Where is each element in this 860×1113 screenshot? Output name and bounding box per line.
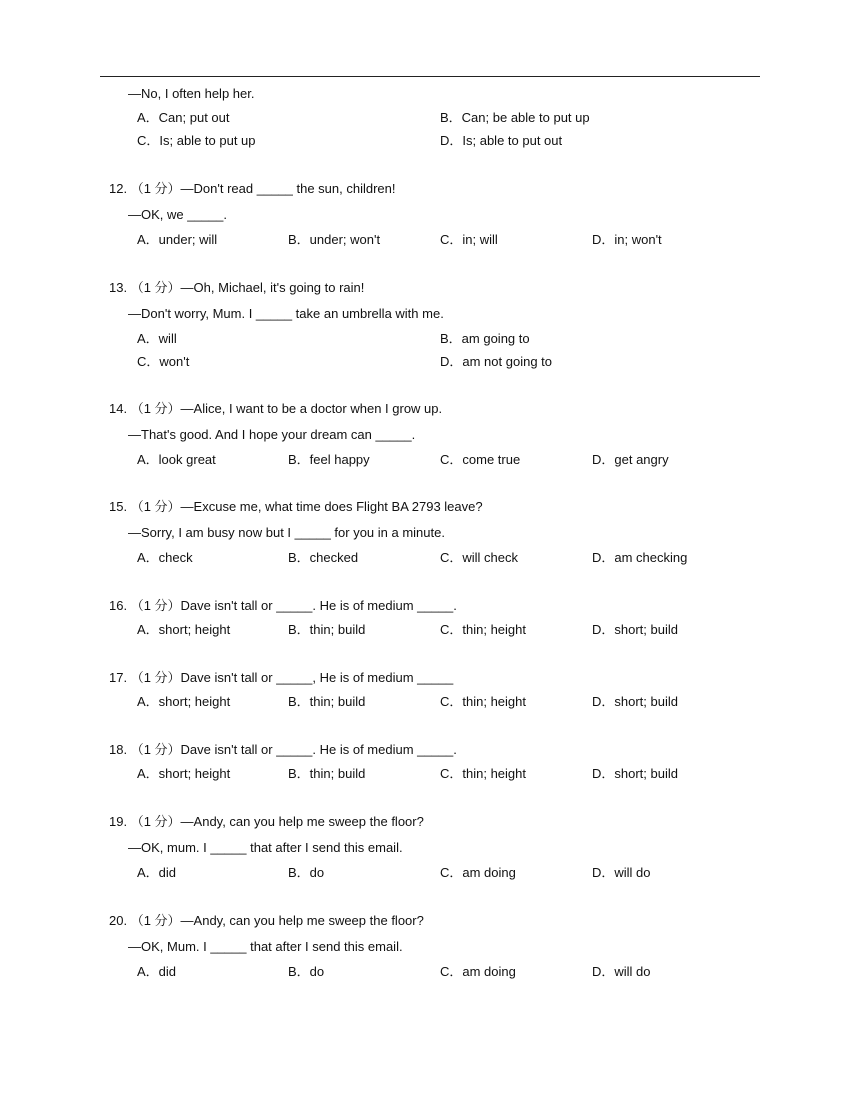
question-20-option-c[interactable]: C．am doing xyxy=(440,964,516,979)
question-17-stem xyxy=(109,670,453,686)
question-16-option-d[interactable]: D．short; build xyxy=(592,622,678,637)
question-14-option-b[interactable]: B．feel happy xyxy=(288,452,370,467)
question-14-stem xyxy=(109,401,442,417)
question-number: 20. xyxy=(109,913,128,928)
header-rule xyxy=(100,76,760,77)
question-17-option-a[interactable]: A．short; height xyxy=(137,694,231,709)
question-score: （1 分） xyxy=(130,598,181,613)
question-line-1: —Don't read _____ the sun, children! xyxy=(180,181,396,196)
question-15-line-2: —Sorry, I am busy now but I _____ for you in a minute. xyxy=(128,525,445,540)
question-score: （1 分） xyxy=(130,181,181,196)
question-17-option-b[interactable]: B．thin; build xyxy=(288,694,366,709)
carryover-option-c[interactable]: C．Is; able to put up xyxy=(137,133,256,148)
question-line-1: Dave isn't tall or _____, He is of medium _____ xyxy=(180,670,454,685)
carryover-option-b[interactable]: B．Can; be able to put up xyxy=(440,110,590,125)
question-15-option-b[interactable]: B．checked xyxy=(288,550,359,565)
question-score: （1 分） xyxy=(130,913,181,928)
question-number: 16. xyxy=(109,598,128,613)
question-18-option-b[interactable]: B．thin; build xyxy=(288,766,366,781)
carryover-option-d[interactable]: D．Is; able to put out xyxy=(440,133,563,148)
question-score: （1 分） xyxy=(130,742,181,757)
question-13-option-d[interactable]: D．am not going to xyxy=(440,354,553,369)
question-17-option-c[interactable]: C．thin; height xyxy=(440,694,526,709)
question-14-option-d[interactable]: D．get angry xyxy=(592,452,669,467)
question-number: 18. xyxy=(109,742,128,757)
question-number: 17. xyxy=(109,670,128,685)
question-14-option-a[interactable]: A．look great xyxy=(137,452,216,467)
question-line-1: —Alice, I want to be a doctor when I grow up. xyxy=(180,401,443,416)
question-19-option-a[interactable]: A．did xyxy=(137,865,177,880)
question-12-option-b[interactable]: B．under; won't xyxy=(288,232,381,247)
question-18-stem xyxy=(109,742,457,758)
question-19-stem xyxy=(109,814,424,830)
question-13-option-c[interactable]: C．won't xyxy=(137,354,190,369)
question-number: 19. xyxy=(109,814,128,829)
question-16-option-a[interactable]: A．short; height xyxy=(137,622,231,637)
question-number: 13. xyxy=(109,280,128,295)
question-line-1: —Excuse me, what time does Flight BA 2793 leave? xyxy=(180,499,483,514)
question-15-option-c[interactable]: C．will check xyxy=(440,550,519,565)
question-15-option-d[interactable]: D．am checking xyxy=(592,550,688,565)
question-line-1: —Oh, Michael, it's going to rain! xyxy=(180,280,365,295)
question-number: 15. xyxy=(109,499,128,514)
question-score: （1 分） xyxy=(130,280,181,295)
question-14-line-2: —That's good. And I hope your dream can _____. xyxy=(128,427,416,442)
carryover-option-a[interactable]: A．Can; put out xyxy=(137,110,230,125)
question-18-option-a[interactable]: A．short; height xyxy=(137,766,231,781)
question-18-option-c[interactable]: C．thin; height xyxy=(440,766,526,781)
question-score: （1 分） xyxy=(130,499,181,514)
question-12-line-2: —OK, we _____. xyxy=(128,207,227,222)
question-line-1: Dave isn't tall or _____. He is of medium _____. xyxy=(180,598,457,613)
question-15-stem xyxy=(109,499,483,515)
question-20-line-2: —OK, Mum. I _____ that after I send this email. xyxy=(128,939,403,954)
question-19-option-c[interactable]: C．am doing xyxy=(440,865,516,880)
question-16-option-b[interactable]: B．thin; build xyxy=(288,622,366,637)
question-number: 12. xyxy=(109,181,128,196)
question-score: （1 分） xyxy=(130,401,181,416)
question-19-option-d[interactable]: D．will do xyxy=(592,865,651,880)
question-line-1: Dave isn't tall or _____. He is of medium _____. xyxy=(180,742,457,757)
question-12-stem xyxy=(109,181,396,197)
question-15-option-a[interactable]: A．check xyxy=(137,550,193,565)
question-score: （1 分） xyxy=(130,670,181,685)
question-16-option-c[interactable]: C．thin; height xyxy=(440,622,526,637)
question-number: 14. xyxy=(109,401,128,416)
question-13-option-a[interactable]: A．will xyxy=(137,331,177,346)
question-12-option-d[interactable]: D．in; won't xyxy=(592,232,662,247)
question-line-1: —Andy, can you help me sweep the floor? xyxy=(180,913,424,928)
question-19-line-2: —OK, mum. I _____ that after I send this email. xyxy=(128,840,403,855)
carryover-line: —No, I often help her. xyxy=(128,86,255,101)
question-13-line-2: —Don't worry, Mum. I _____ take an umbrella with me. xyxy=(128,306,444,321)
question-17-option-d[interactable]: D．short; build xyxy=(592,694,678,709)
question-13-option-b[interactable]: B．am going to xyxy=(440,331,530,346)
question-12-option-c[interactable]: C．in; will xyxy=(440,232,498,247)
question-12-option-a[interactable]: A．under; will xyxy=(137,232,218,247)
question-16-stem xyxy=(109,598,457,614)
question-line-1: —Andy, can you help me sweep the floor? xyxy=(180,814,424,829)
question-20-option-b[interactable]: B．do xyxy=(288,964,325,979)
question-14-option-c[interactable]: C．come true xyxy=(440,452,521,467)
question-13-stem xyxy=(109,280,364,296)
question-19-option-b[interactable]: B．do xyxy=(288,865,325,880)
question-18-option-d[interactable]: D．short; build xyxy=(592,766,678,781)
question-20-option-d[interactable]: D．will do xyxy=(592,964,651,979)
question-score: （1 分） xyxy=(130,814,181,829)
question-20-stem xyxy=(109,913,424,929)
question-20-option-a[interactable]: A．did xyxy=(137,964,177,979)
